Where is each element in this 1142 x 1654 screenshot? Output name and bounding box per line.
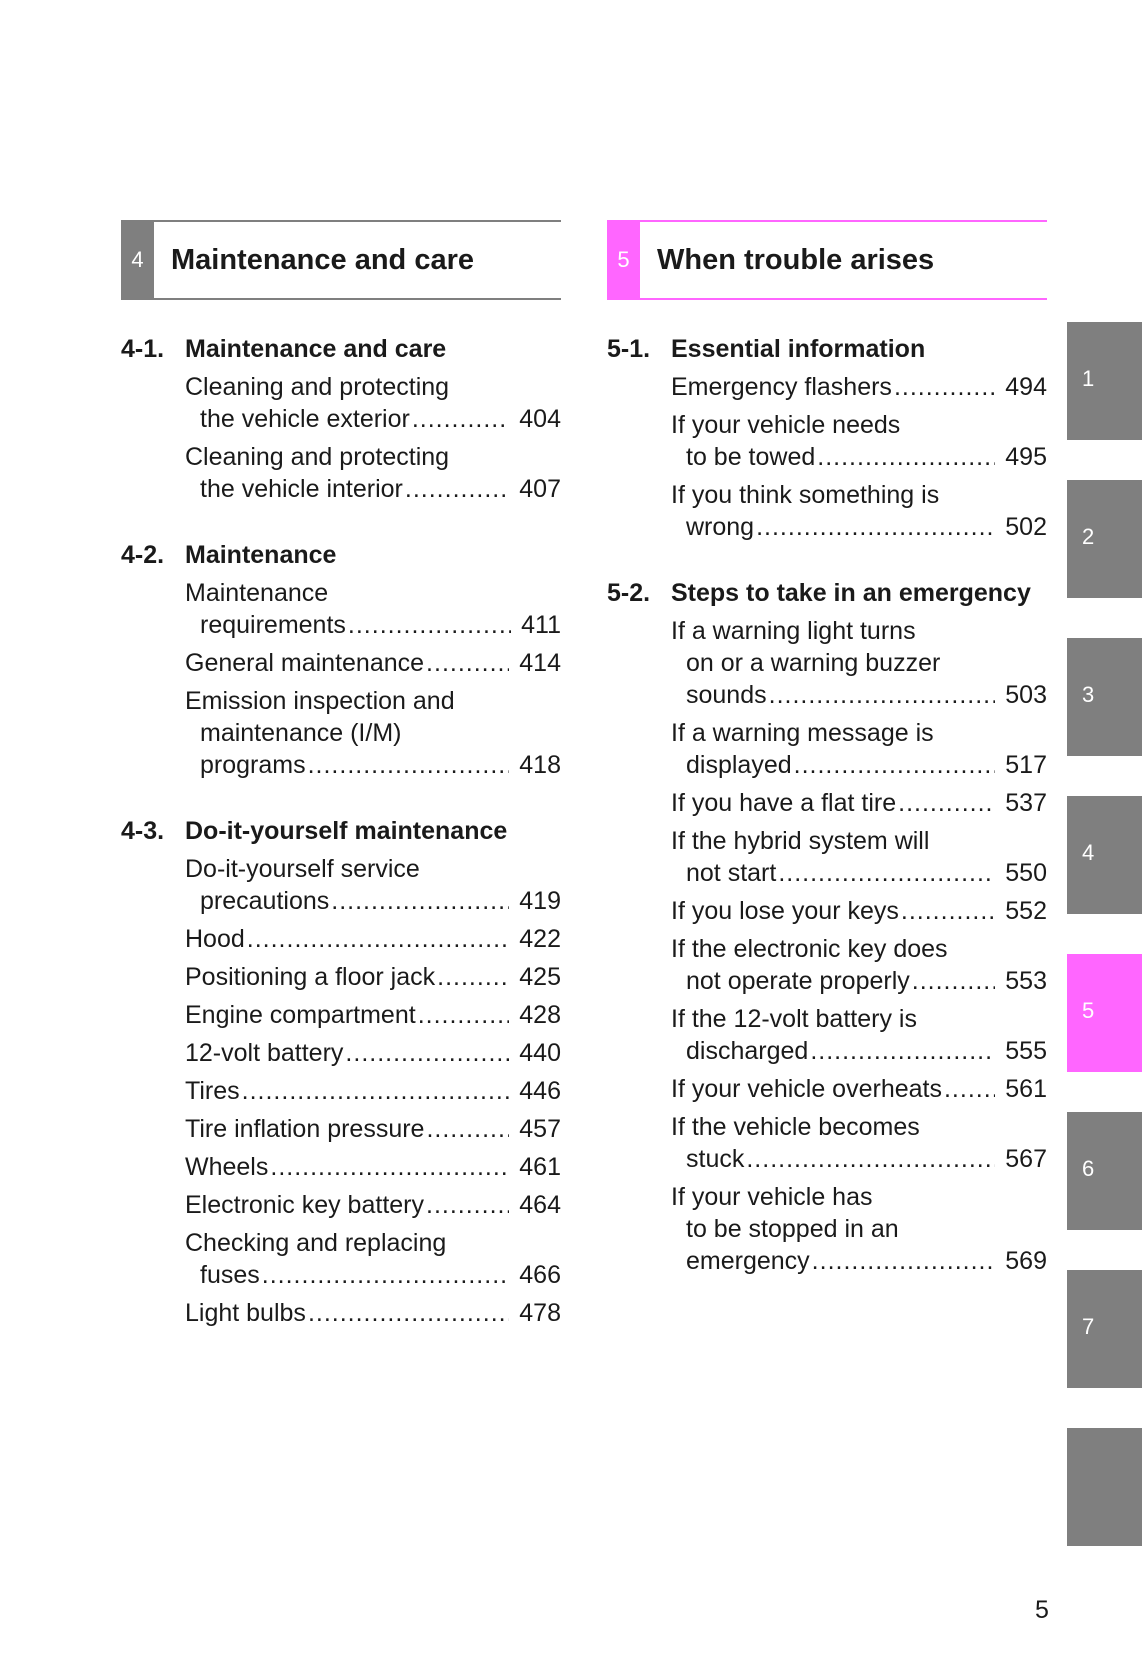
dot-leader bbox=[412, 403, 509, 435]
section-heading bbox=[121, 330, 561, 368]
entry-text: If the vehicle becomes bbox=[671, 1113, 920, 1141]
chapter-title: When trouble arises bbox=[657, 243, 935, 276]
dot-leader bbox=[405, 473, 509, 505]
entry-page-number: 461 bbox=[519, 1153, 561, 1181]
chapter-header-4 bbox=[121, 220, 561, 300]
entry-text: Do-it-yourself service bbox=[185, 855, 420, 883]
entry-text: not operate properly bbox=[686, 967, 910, 995]
entry-page-number: 552 bbox=[1005, 897, 1047, 925]
chapter-tab-3[interactable] bbox=[1067, 638, 1142, 756]
dot-leader bbox=[262, 1259, 510, 1291]
chapter-tab-label: 7 bbox=[1082, 1314, 1095, 1339]
toc-entry[interactable] bbox=[185, 1151, 561, 1183]
entry-text: maintenance (I/M) bbox=[200, 719, 402, 747]
entry-text: Wheels bbox=[185, 1153, 269, 1181]
entry-page-number: 457 bbox=[519, 1115, 561, 1143]
dot-leader bbox=[426, 647, 509, 679]
entry-text: 12-volt battery bbox=[185, 1039, 344, 1067]
section-heading bbox=[607, 574, 1047, 612]
section-title: Essential information bbox=[671, 335, 926, 363]
dot-leader bbox=[812, 1245, 996, 1277]
entry-page-number: 407 bbox=[519, 475, 561, 503]
dot-leader bbox=[308, 1297, 509, 1329]
chapter-number-block: 4 bbox=[121, 220, 154, 300]
entry-text: If your vehicle needs bbox=[671, 411, 901, 439]
chapter-tab-label: 5 bbox=[1082, 998, 1095, 1023]
entry-page-number: 428 bbox=[519, 1001, 561, 1029]
entry-text: Emission inspection and bbox=[185, 687, 455, 715]
dot-leader bbox=[308, 749, 510, 781]
dot-leader bbox=[817, 441, 995, 473]
entry-page-number: 517 bbox=[1005, 751, 1047, 779]
dot-leader bbox=[778, 857, 995, 889]
toc-section bbox=[121, 330, 561, 505]
chapter-tab-2[interactable] bbox=[1067, 480, 1142, 598]
entry-text: Positioning a floor jack bbox=[185, 963, 436, 991]
entry-text: Engine compartment bbox=[185, 1001, 416, 1029]
toc-section bbox=[121, 812, 561, 1329]
toc-entry[interactable] bbox=[671, 1003, 1047, 1067]
toc-entry[interactable] bbox=[671, 933, 1047, 997]
section-heading bbox=[121, 812, 561, 850]
entry-text: Tires bbox=[185, 1077, 240, 1105]
entry-text: emergency bbox=[686, 1247, 810, 1275]
dot-leader bbox=[794, 749, 996, 781]
dot-leader bbox=[426, 1113, 509, 1145]
entry-text: Cleaning and protecting bbox=[185, 443, 450, 471]
entry-page-number: 502 bbox=[1005, 513, 1047, 541]
chapter-tab-6[interactable] bbox=[1067, 1112, 1142, 1230]
entry-text: Light bulbs bbox=[185, 1299, 306, 1327]
entry-text: Checking and replacing bbox=[185, 1229, 447, 1257]
toc-entry[interactable] bbox=[671, 825, 1047, 889]
chapter-tab-label: 1 bbox=[1082, 366, 1095, 391]
entry-text: If you have a flat tire bbox=[671, 789, 897, 817]
dot-leader bbox=[894, 371, 995, 403]
toc-entry[interactable] bbox=[185, 441, 561, 505]
entry-text: Hood bbox=[185, 925, 245, 953]
entry-text: not start bbox=[686, 859, 777, 887]
toc-entry[interactable] bbox=[671, 1111, 1047, 1175]
entry-text: If your vehicle has bbox=[671, 1183, 873, 1211]
entry-text: wrong bbox=[686, 513, 755, 541]
entry-text: the vehicle exterior bbox=[200, 405, 410, 433]
section-heading bbox=[607, 330, 1047, 368]
toc-entry[interactable] bbox=[185, 647, 561, 679]
entry-text: displayed bbox=[686, 751, 792, 779]
entry-text: General maintenance bbox=[185, 649, 425, 677]
entry-text: If you think something is bbox=[671, 481, 940, 509]
chapter-tab-7[interactable] bbox=[1067, 1270, 1142, 1388]
dot-leader bbox=[426, 1189, 509, 1221]
toc-entry[interactable] bbox=[671, 615, 1047, 711]
dot-leader bbox=[898, 787, 995, 819]
section-number: 5-2. bbox=[607, 579, 651, 607]
entry-page-number: 466 bbox=[519, 1261, 561, 1289]
entry-text: on or a warning buzzer bbox=[686, 649, 941, 677]
entry-text: discharged bbox=[686, 1037, 809, 1065]
dot-leader bbox=[912, 965, 996, 997]
entry-text: If the 12-volt battery is bbox=[671, 1005, 917, 1033]
chapter-tab-4[interactable] bbox=[1067, 796, 1142, 914]
chapter-tab-1[interactable] bbox=[1067, 322, 1142, 440]
dot-leader bbox=[331, 885, 509, 917]
chapter-tab-blank[interactable] bbox=[1067, 1428, 1142, 1546]
entry-page-number: 478 bbox=[519, 1299, 561, 1327]
chapter-tab-label: 3 bbox=[1082, 682, 1095, 707]
dot-leader bbox=[270, 1151, 509, 1183]
section-number: 5-1. bbox=[607, 335, 651, 363]
entry-text: requirements bbox=[200, 611, 346, 639]
chapter-header-5 bbox=[607, 220, 1047, 300]
dot-leader bbox=[746, 1143, 995, 1175]
toc-column-5 bbox=[607, 330, 1047, 1308]
toc-section bbox=[607, 330, 1047, 543]
page-number: 5 bbox=[1035, 1596, 1049, 1624]
entry-page-number: 503 bbox=[1005, 681, 1047, 709]
section-number: 4-1. bbox=[121, 335, 165, 363]
entry-text: If a warning light turns bbox=[671, 617, 916, 645]
toc-entry[interactable] bbox=[185, 923, 561, 955]
section-title: Maintenance bbox=[185, 541, 337, 569]
dot-leader bbox=[756, 511, 995, 543]
entry-text: programs bbox=[200, 751, 306, 779]
entry-text: Cleaning and protecting bbox=[185, 373, 450, 401]
entry-page-number: 567 bbox=[1005, 1145, 1047, 1173]
entry-page-number: 569 bbox=[1005, 1247, 1047, 1275]
section-number: 4-3. bbox=[121, 817, 165, 845]
dot-leader bbox=[944, 1073, 995, 1105]
entry-page-number: 414 bbox=[519, 649, 561, 677]
toc-entry[interactable] bbox=[671, 787, 1047, 819]
toc-entry[interactable] bbox=[185, 1227, 561, 1291]
toc-entry[interactable] bbox=[185, 853, 561, 917]
section-number: 4-2. bbox=[121, 541, 165, 569]
toc-entry[interactable] bbox=[185, 961, 561, 993]
entry-page-number: 555 bbox=[1005, 1037, 1047, 1065]
chapter-tab-label: 2 bbox=[1082, 524, 1095, 549]
toc-entry[interactable] bbox=[671, 409, 1047, 473]
toc-entry[interactable] bbox=[185, 1037, 561, 1069]
entry-text: sounds bbox=[686, 681, 767, 709]
dot-leader bbox=[901, 895, 995, 927]
entry-page-number: 561 bbox=[1005, 1075, 1047, 1103]
toc-entry[interactable] bbox=[185, 999, 561, 1031]
entry-text: If the electronic key does bbox=[671, 935, 948, 963]
chapter-number-block: 5 bbox=[607, 220, 640, 300]
toc-section bbox=[607, 574, 1047, 1277]
entry-text: Maintenance bbox=[185, 579, 329, 607]
toc-entry[interactable] bbox=[185, 1297, 561, 1329]
entry-page-number: 422 bbox=[519, 925, 561, 953]
dot-leader bbox=[769, 679, 996, 711]
chapter-tab-label: 6 bbox=[1082, 1156, 1095, 1181]
entry-page-number: 425 bbox=[519, 963, 561, 991]
section-title: Do-it-yourself maintenance bbox=[185, 817, 508, 845]
toc-entry[interactable] bbox=[671, 895, 1047, 927]
entry-page-number: 411 bbox=[521, 611, 561, 639]
entry-page-number: 440 bbox=[519, 1039, 561, 1067]
dot-leader bbox=[810, 1035, 995, 1067]
entry-text: If you lose your keys bbox=[671, 897, 899, 925]
entry-page-number: 553 bbox=[1005, 967, 1047, 995]
toc-entry[interactable] bbox=[185, 1075, 561, 1107]
entry-page-number: 446 bbox=[519, 1077, 561, 1105]
entry-page-number: 419 bbox=[519, 887, 561, 915]
entry-text: Emergency flashers bbox=[671, 373, 892, 401]
entry-page-number: 495 bbox=[1005, 443, 1047, 471]
entry-page-number: 537 bbox=[1005, 789, 1047, 817]
section-title: Maintenance and care bbox=[185, 335, 447, 363]
dot-leader bbox=[437, 961, 509, 993]
entry-page-number: 494 bbox=[1005, 373, 1047, 401]
entry-text: precautions bbox=[200, 887, 330, 915]
toc-entry[interactable] bbox=[671, 371, 1047, 403]
entry-text: to be towed bbox=[686, 443, 816, 471]
entry-text: fuses bbox=[200, 1261, 260, 1289]
toc-entry[interactable] bbox=[185, 685, 561, 781]
entry-page-number: 550 bbox=[1005, 859, 1047, 887]
chapter-tab-5[interactable] bbox=[1067, 954, 1142, 1072]
entry-page-number: 418 bbox=[519, 751, 561, 779]
entry-text: If the hybrid system will bbox=[671, 827, 930, 855]
entry-page-number: 404 bbox=[519, 405, 561, 433]
entry-text: If your vehicle overheats bbox=[671, 1075, 942, 1103]
toc-entry[interactable] bbox=[185, 1113, 561, 1145]
dot-leader bbox=[242, 1075, 510, 1107]
toc-entry[interactable] bbox=[671, 1181, 1047, 1277]
entry-text: If a warning message is bbox=[671, 719, 934, 747]
section-heading bbox=[121, 536, 561, 574]
section-title: Steps to take in an emergency bbox=[671, 579, 1031, 607]
entry-text: stuck bbox=[686, 1145, 745, 1173]
entry-text: Tire inflation pressure bbox=[185, 1115, 425, 1143]
entry-text: the vehicle interior bbox=[200, 475, 403, 503]
toc-column-4 bbox=[121, 330, 561, 1360]
entry-text: to be stopped in an bbox=[686, 1215, 899, 1243]
dot-leader bbox=[345, 1037, 509, 1069]
entry-text: Electronic key battery bbox=[185, 1191, 424, 1219]
chapter-tab-label: 4 bbox=[1082, 840, 1095, 865]
toc-entry[interactable] bbox=[185, 1189, 561, 1221]
toc-entry[interactable] bbox=[671, 1073, 1047, 1105]
toc-entry[interactable] bbox=[671, 717, 1047, 781]
dot-leader bbox=[247, 923, 510, 955]
dot-leader bbox=[418, 999, 510, 1031]
toc-entry[interactable] bbox=[185, 577, 561, 641]
toc-section bbox=[121, 536, 561, 781]
toc-entry[interactable] bbox=[671, 479, 1047, 543]
entry-page-number: 464 bbox=[519, 1191, 561, 1219]
dot-leader bbox=[348, 609, 511, 641]
chapter-title: Maintenance and care bbox=[171, 243, 474, 276]
toc-entry[interactable] bbox=[185, 371, 561, 435]
